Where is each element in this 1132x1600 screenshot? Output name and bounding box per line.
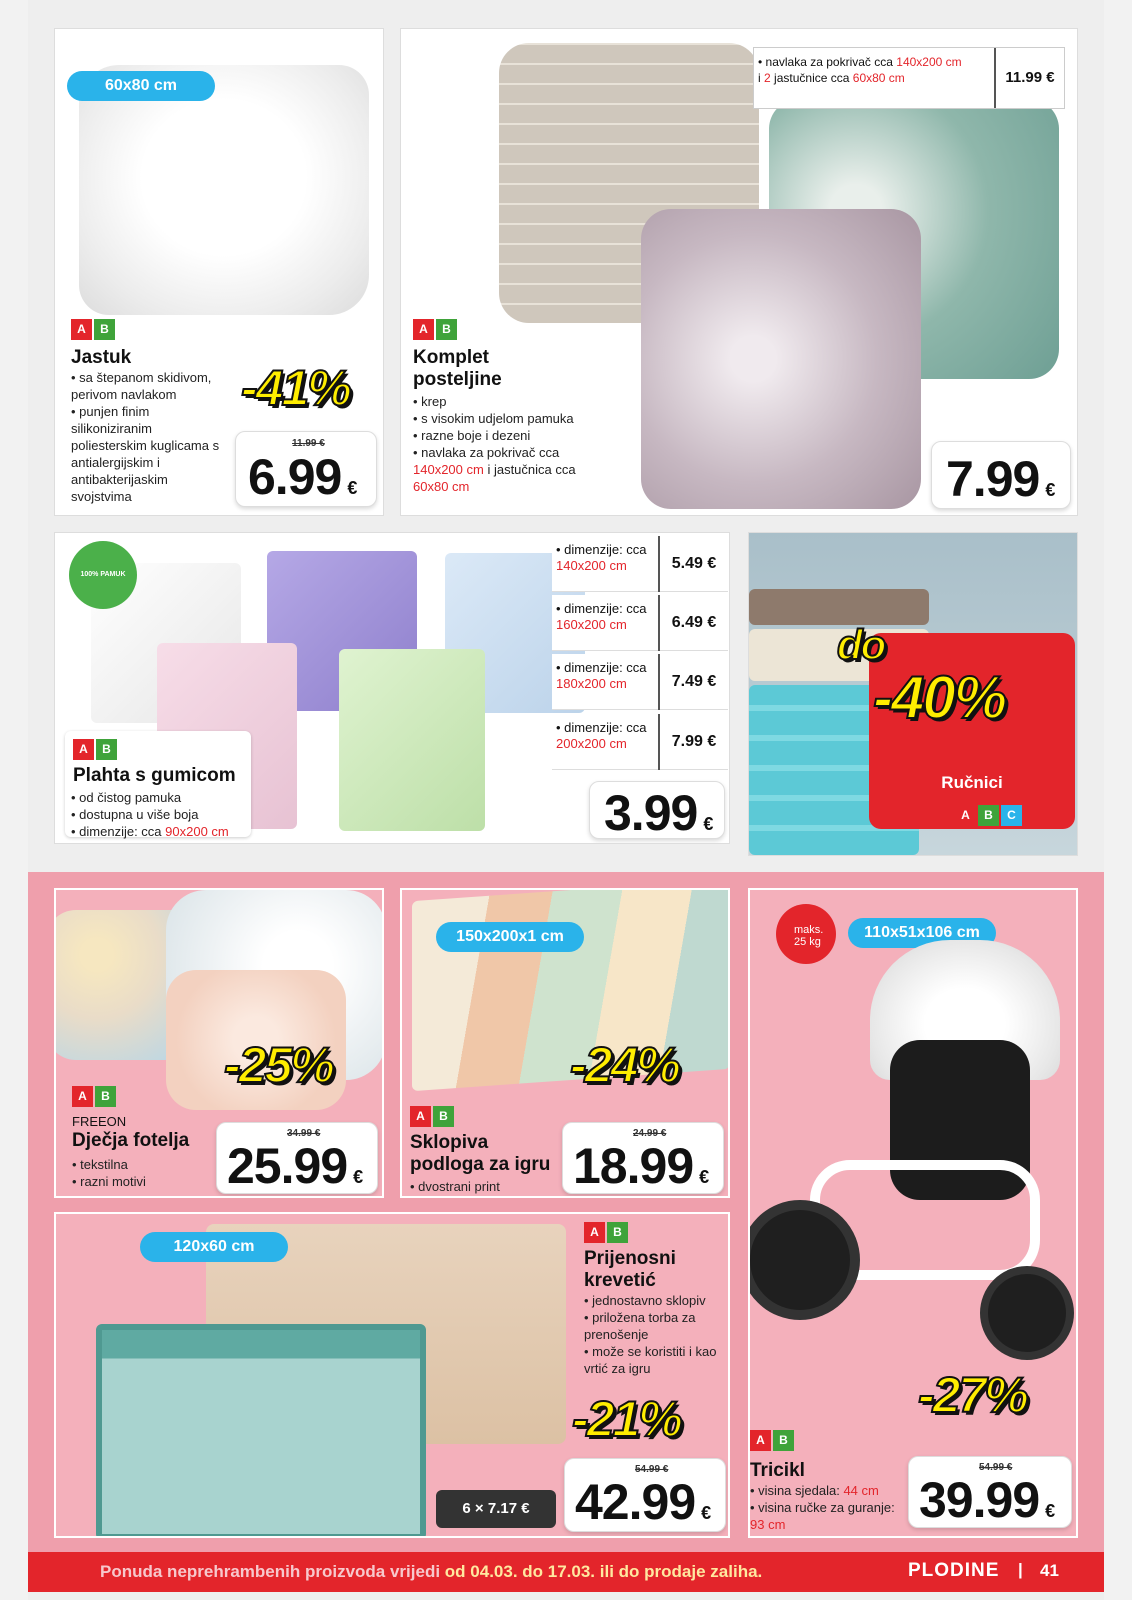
tricikl-bullet [750,1482,900,1499]
class-b: B [96,739,117,760]
plahta-size-row[interactable] [552,714,728,770]
rucnici-energy-classes [955,805,1022,826]
plahta-energy-classes [73,739,117,760]
pillow-image [79,65,369,315]
podloga-bullets [410,1178,560,1195]
jastuk-discount: -41% [241,360,350,416]
tricikl-bullet [750,1499,900,1533]
plahta-price-box [589,781,725,839]
tricikl-price [919,1471,1054,1529]
plahta-bullet: • dostupna u više boja [71,806,251,823]
fotelja-old-price: 34.99 € [287,1128,321,1139]
class-a: A [584,1222,605,1243]
tricikl-price-value: 39.99 [919,1472,1040,1528]
plahta-price [604,784,712,842]
bullet-text: visina sjedala: [758,1483,840,1498]
tricikl-size-pill: 110x51x106 cm [848,918,996,948]
variant-text: • navlaka za pokrivač cca [758,55,893,69]
plodine-logo: PLODINE [908,1560,1000,1581]
bullet-size: 90x200 cm [165,824,229,839]
fotelja-card[interactable] [54,888,384,1198]
plahta-bullets [71,789,251,840]
fotelja-bullet: • tekstilna [72,1156,202,1173]
page-number: 41 [1040,1561,1059,1580]
rucnici-title: Ručnici [941,773,1003,792]
class-a: A [750,1430,771,1451]
class-a: A [71,319,92,340]
size-price: 7.99 € [658,714,728,770]
class-b: B [433,1106,454,1127]
size-label [556,720,647,752]
cotton-badge [69,541,137,609]
krevetic-price-value: 42.99 [575,1474,696,1530]
currency: € [347,478,357,498]
variant-text: jastučnice cca [774,71,850,85]
size-price: 7.49 € [658,654,728,710]
tricikl-bullets [750,1482,900,1533]
size-value: 200x200 cm [556,736,627,751]
plahta-size-row[interactable] [552,536,728,592]
rucnici-do: do [837,621,885,668]
jastuk-energy-classes [71,319,115,340]
krevetic-bullet: • jednostavno sklopiv [584,1292,724,1309]
class-b: B [978,805,999,826]
posteljina-title: Komplet posteljine [413,347,502,390]
krevetic-old-price: 54.99 € [635,1464,669,1475]
posteljina-variant-price: 11.99 € [994,48,1064,108]
class-a: A [413,319,434,340]
size-price: 6.49 € [658,595,728,651]
krevetic-bullets [584,1292,724,1377]
towel-brown [749,589,929,625]
fotelja-discount: -25% [224,1037,333,1093]
validity-suffix: ili do prodaje zaliha. [599,1562,763,1581]
fotelja-energy-classes [72,1086,116,1107]
bullet-size: 60x80 cm [413,479,470,494]
fotelja-price-box [216,1122,378,1194]
currency: € [353,1167,363,1187]
currency: € [699,1167,709,1187]
currency: € [703,814,713,834]
tricikl-discount: -27% [918,1367,1027,1423]
posteljina-card[interactable] [400,28,1078,516]
posteljina-bullets [413,393,581,495]
bullet-text: dimenzije: cca [79,824,162,839]
size-label-text: • dimenzije: cca [556,542,647,557]
currency: € [1045,1501,1055,1521]
size-label [556,601,647,633]
size-label-text: • dimenzije: cca [556,601,647,616]
posteljina-price-value: 7.99 [946,451,1040,507]
fotelja-brand: FREEON [72,1114,127,1129]
jastuk-price-box [235,431,377,507]
max-weight-badge [776,904,836,964]
validity-label: Ponuda neprehrambenih proizvoda vrijedi [100,1562,441,1581]
variant-count: 2 [764,71,771,85]
tricikl-card[interactable] [748,888,1078,1538]
class-a: A [72,1086,93,1107]
krevetic-installments: 6 × 7.17 € [436,1490,556,1528]
currency: € [701,1503,711,1523]
fotelja-bullet: • razni motivi [72,1173,202,1190]
plahta-bullet: • od čistog pamuka [71,789,251,806]
footer-separator: | [1018,1560,1023,1579]
tricikl-title: Tricikl [750,1460,805,1481]
posteljina-price [946,450,1054,508]
podloga-old-price: 24.99 € [633,1128,667,1139]
bullet-text: visina ručke za guranje: [758,1500,895,1515]
fotelja-bullets [72,1156,202,1190]
travel-cot-teal [96,1324,426,1538]
size-label [556,542,647,574]
podloga-price-value: 18.99 [573,1138,694,1194]
krevetic-size-pill: 120x60 cm [140,1232,288,1262]
footer-bar [28,1552,1104,1592]
krevetic-price [575,1473,710,1531]
tricycle-front-wheel [748,1200,860,1320]
cotton-badge-text: 100% PAMUK [80,571,126,578]
jastuk-bullets [71,369,229,505]
size-value: 140x200 cm [556,558,627,573]
class-a: A [73,739,94,760]
posteljina-bullet [413,444,581,495]
bullet-size: 140x200 cm [413,462,484,477]
bullet-value: 93 cm [750,1517,786,1532]
plahta-size-row[interactable] [552,595,728,651]
jastuk-old-price: 11.99 € [292,438,325,449]
size-label-text: • dimenzije: cca [556,720,647,735]
max-weight-label: maks. [794,924,824,936]
plahta-size-row[interactable] [552,654,728,710]
jastuk-title: Jastuk [71,347,132,368]
posteljina-bullet: • s visokim udjelom pamuka [413,410,581,427]
podloga-price-box [562,1122,724,1194]
posteljina-energy-classes [413,319,457,340]
tricycle-back-wheel [980,1266,1074,1360]
podloga-discount: -24% [570,1037,679,1093]
class-b: B [773,1430,794,1451]
rucnici-discount: -40% [873,664,1006,731]
tricikl-energy-classes [750,1430,794,1451]
bedding-image-lilac [641,209,921,509]
validity-dates: od 04.03. do 17.03. [444,1562,596,1581]
class-a: A [410,1106,431,1127]
size-label [556,660,647,692]
class-b: B [436,319,457,340]
max-weight-value: 25 kg [794,936,821,948]
sheet-green [339,649,485,831]
plahta-price-value: 3.99 [604,785,698,841]
bullet-text: navlaka za pokrivač cca [421,445,560,460]
krevetic-discount: -21% [572,1391,681,1447]
jastuk-size-pill: 60x80 cm [67,71,215,101]
jastuk-bullet: • punjen finim silikoniziranim poliesterskim kuglicama s antialergijskim i antibakterijaskim svojstvima [71,403,229,505]
posteljina-bullet: • krep [413,393,581,410]
class-c: C [1001,805,1022,826]
posteljina-variant-text [758,54,998,86]
size-label-text: • dimenzije: cca [556,660,647,675]
podloga-bullet: • dvostrani print [410,1178,560,1195]
krevetic-bullet: • može se koristiti i kao vrtić za igru [584,1343,724,1377]
krevetic-price-box [564,1458,726,1532]
krevetic-energy-classes [584,1222,628,1243]
fotelja-price [227,1137,362,1195]
variant-size: 140x200 cm [896,55,962,69]
variant-size: 60x80 cm [852,71,905,85]
bullet-text: i jastučnica cca [487,462,576,477]
podloga-price [573,1137,708,1195]
fotelja-title: Dječja fotelja [72,1130,190,1151]
krevetic-title: Prijenosni krevetić [584,1248,676,1291]
jastuk-bullet: • sa štepanom skidivom, perivom navlakom [71,369,229,403]
posteljina-price-box [931,441,1071,509]
variant-text: i [758,71,761,85]
krevetic-bullet: • priložena torba za prenošenje [584,1309,724,1343]
validity-text [100,1562,762,1582]
tricikl-old-price: 54.99 € [979,1462,1013,1473]
podloga-size-pill: 150x200x1 cm [436,922,584,952]
plahta-title: Plahta s gumicom [73,765,236,786]
size-value: 180x200 cm [556,676,627,691]
jastuk-price-value: 6.99 [248,449,342,505]
size-price: 5.49 € [658,536,728,592]
posteljina-variant-box [753,47,1065,109]
class-a: A [955,805,976,826]
class-b: B [94,319,115,340]
class-b: B [607,1222,628,1243]
tricikl-price-box [908,1456,1072,1528]
podloga-title: Sklopiva podloga za igru [410,1132,551,1175]
size-value: 160x200 cm [556,617,627,632]
bullet-value: 44 cm [843,1483,879,1498]
jastuk-card[interactable] [54,28,384,516]
plahta-bullet [71,823,251,840]
podloga-energy-classes [410,1106,454,1127]
posteljina-bullet: • razne boje i dezeni [413,427,581,444]
class-b: B [95,1086,116,1107]
jastuk-price [248,448,356,506]
fotelja-price-value: 25.99 [227,1138,348,1194]
krevetic-card[interactable] [54,1212,730,1538]
podloga-card[interactable] [400,888,730,1198]
rucnici-card[interactable] [748,532,1078,856]
currency: € [1045,480,1055,500]
